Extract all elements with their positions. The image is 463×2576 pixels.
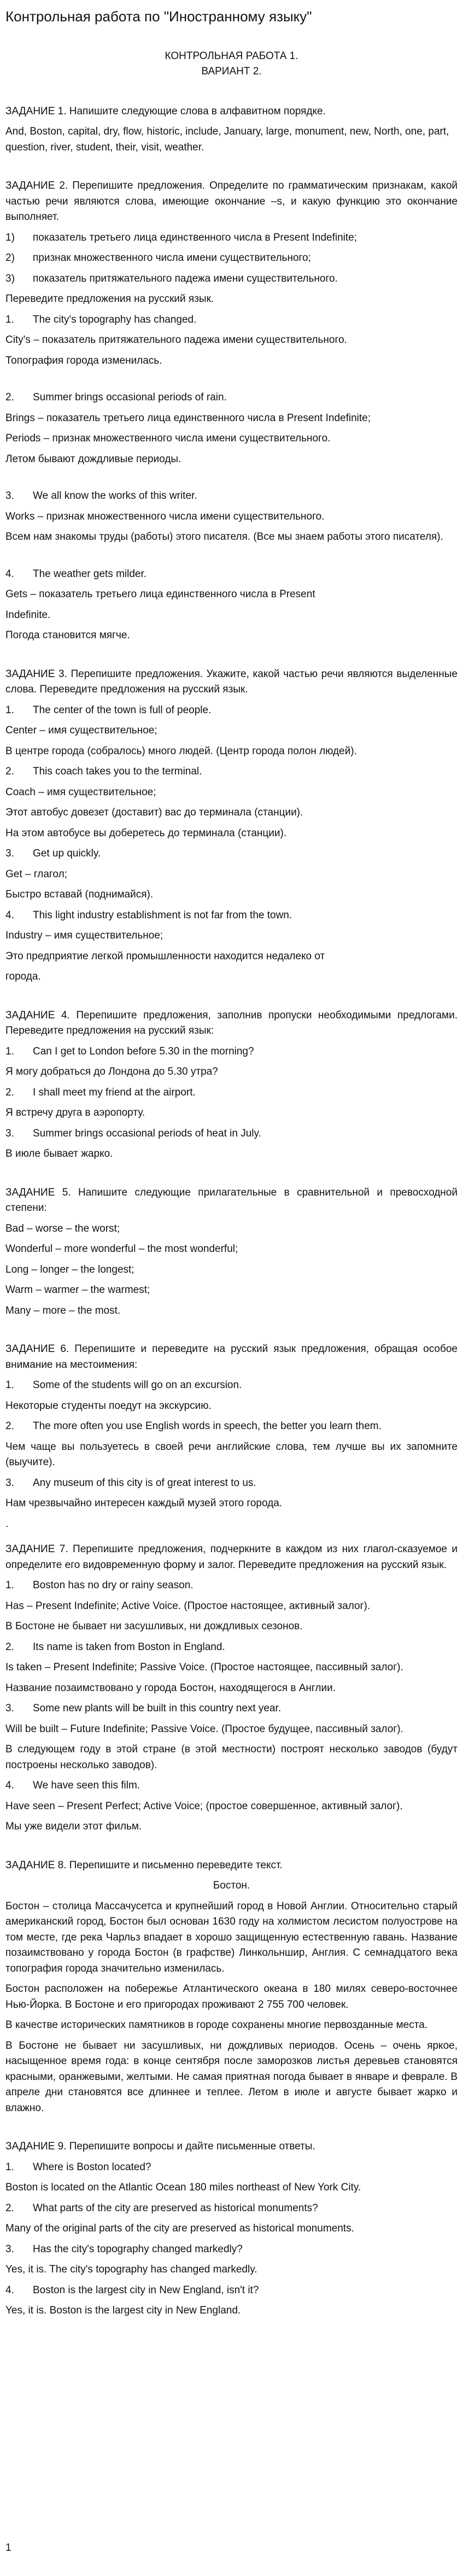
- sentence-english: Summer brings occasional periods of heat in July.: [33, 1127, 261, 1139]
- sentence-translation: В июле бывает жарко.: [5, 1148, 113, 1159]
- sentence-english: The center of the town is full of people.: [33, 704, 212, 716]
- task-3: [5, 667, 458, 985]
- sentence-translation: В центре города (собралось) много людей. (Центр города полон людей).: [5, 745, 357, 757]
- sentence: [5, 1476, 458, 1491]
- sentence: [5, 1701, 458, 1717]
- sentence-number: 4.: [5, 909, 14, 921]
- question: [5, 2160, 458, 2176]
- sentence-number: 2.: [5, 766, 14, 777]
- sentence-english: Some of the students will go on an excursion.: [33, 1379, 242, 1391]
- question: [5, 2201, 458, 2217]
- task-3-heading: ЗАДАНИЕ 3. Перепишите предложения. Укажите, какой частью речи являются выделенные слова. Переведите предложения на русский язык.: [5, 668, 458, 695]
- sentence-analysis: Will be built – Future Indefinite; Passive Voice. (Простое будущее, пассивный залог).: [5, 1723, 403, 1735]
- task-8: [5, 1858, 458, 2117]
- sentence-translation: В следующем году в этой стране (в этой местности) построят несколько заводов (будут построены несколько заводов).: [5, 1744, 458, 1771]
- sentence: [5, 703, 458, 719]
- sentence-number: 3.: [5, 1703, 14, 1714]
- sentence: [5, 1126, 458, 1142]
- sentence-number: 2.: [5, 1420, 14, 1432]
- sentence: [5, 567, 458, 582]
- text-title: Бостон.: [213, 1880, 250, 1891]
- text-paragraph: Бостон – столица Массачусетса и крупнейший город в Новой Англии. Относительно старый американский город, Бостон был основан 1630 году на холмистом лесистом полуострове на том месте, где река Чарльз впадает в хорошо защищенную естественную гавань. Название позаимствовано у города Бостон (в графстве) Линкольншир, Англия. С семнадцатого века топография города значительно изменилась.: [5, 1900, 458, 1974]
- sentence-english: Any museum of this city is of great interest to us.: [33, 1477, 256, 1489]
- sentence-english: The city's topography has changed.: [33, 313, 197, 325]
- sentence: [5, 390, 458, 406]
- answer-text: Yes, it is. The city's topography has changed markedly.: [5, 2264, 257, 2275]
- task-5-heading: ЗАДАНИЕ 5. Напишите следующие прилагательные в сравнительной и превосходной степени:: [5, 1186, 458, 1214]
- sentence-number: 1.: [5, 1580, 14, 1591]
- work-title: КОНТРОЛЬНАЯ РАБОТА 1.: [165, 50, 298, 62]
- task-1-words: And, Boston, capital, dry, flow, historic, include, January, large, monument, new, North, one, part, question, river, student, their, visit, weather.: [5, 126, 449, 153]
- sentence-analysis: Gets – показатель третьего лица единственного числа в Present: [5, 588, 315, 600]
- task-2-heading: ЗАДАНИЕ 2. Перепишите предложения. Определите по грамматическим признакам, какой частью речи являются слова, имеющие окончание –s, и какую функцию это окончание выполняет.: [5, 180, 458, 223]
- task-9-heading: ЗАДАНИЕ 9. Перепишите вопросы и дайте письменные ответы.: [5, 2141, 315, 2152]
- sentence: [5, 1378, 458, 1394]
- question-number: 4.: [5, 2284, 14, 2296]
- sentence-english: This coach takes you to the terminal.: [33, 766, 202, 777]
- sentence-analysis: Works – признак множественного числа имени существительного.: [5, 510, 325, 522]
- sentence-analysis-cont: Indefinite.: [5, 609, 51, 621]
- task-6: [5, 1342, 458, 1532]
- sentence-english: Some new plants will be built in this country next year.: [33, 1703, 282, 1714]
- sentence-analysis: Brings – показатель третьего лица единственного числа в Present Indefinite;: [5, 412, 371, 424]
- sentence-number: 3.: [5, 1477, 14, 1489]
- task-2-option: [5, 230, 458, 246]
- sentence-translation: Мы уже видели этот фильм.: [5, 1821, 142, 1832]
- task-2-option: [5, 250, 458, 266]
- option-number: 2): [5, 252, 15, 264]
- option-text: признак множественного числа имени существительного;: [33, 252, 311, 264]
- task-4: [5, 1008, 458, 1162]
- question-number: 2.: [5, 2202, 14, 2214]
- question: [5, 2242, 458, 2258]
- adjective-forms: Long – longer – the longest;: [5, 1263, 134, 1275]
- sentence-translation: Всем нам знакомы труды (работы) этого писателя. (Все мы знаем работы этого писателя).: [5, 531, 443, 543]
- sentence-number: 2.: [5, 392, 14, 403]
- sentence-translation: Летом бывают дождливые периоды.: [5, 453, 181, 465]
- task-2-option: [5, 271, 458, 287]
- sentence-number: 1.: [5, 1379, 14, 1391]
- option-text: показатель третьего лица единственного числа в Present Indefinite;: [33, 231, 357, 243]
- sentence-english: Boston has no dry or rainy season.: [33, 1580, 194, 1591]
- sentence-english: I shall meet my friend at the airport.: [33, 1086, 196, 1098]
- adjective-forms: Many – more – the most.: [5, 1304, 121, 1316]
- sentence-number: 3.: [5, 848, 14, 859]
- sentence-translation-cont: города.: [5, 971, 41, 982]
- sentence-analysis: Have seen – Present Perfect; Active Voice; (простое совершенное, активный залог).: [5, 1800, 403, 1812]
- task-1-heading: ЗАДАНИЕ 1. Напишите следующие слова в алфавитном порядке.: [5, 105, 326, 117]
- task-4-heading: ЗАДАНИЕ 4. Перепишите предложения, заполнив пропуски необходимыми предлогами. Переведите предложения на русский язык:: [5, 1009, 458, 1036]
- sentence-translation: Этот автобус довезет (доставит) вас до терминала (станции).: [5, 807, 303, 818]
- question: [5, 2283, 458, 2299]
- question-text: Has the city's topography changed markedly?: [33, 2243, 243, 2255]
- task-9: [5, 2139, 458, 2319]
- sentence-english: The more often you use English words in speech, the better you learn them.: [33, 1420, 382, 1432]
- answer-text: Many of the original parts of the city are preserved as historical monuments.: [5, 2223, 354, 2234]
- page-number: 1: [5, 2542, 11, 2554]
- sentence-number: 3.: [5, 490, 14, 502]
- sentence-english: Get up quickly.: [33, 848, 101, 859]
- sentence-number: 3.: [5, 1127, 14, 1139]
- sentence-english: Can I get to London before 5.30 in the morning?: [33, 1045, 254, 1057]
- sentence-number: 2.: [5, 1086, 14, 1098]
- task-7-heading: ЗАДАНИЕ 7. Перепишите предложения, подчеркните в каждом из них глагол-сказуемое и определите его видовременную форму и залог. Переведите предложения на русский язык.: [5, 1543, 458, 1571]
- sentence-number: 1.: [5, 313, 14, 325]
- task-2-instruction: Переведите предложения на русский язык.: [5, 293, 214, 305]
- question-text: Where is Boston located?: [33, 2161, 151, 2173]
- sentence-translation: Нам чрезвычайно интересен каждый музей этого города.: [5, 1497, 283, 1509]
- sentence-english: Summer brings occasional periods of rain.: [33, 392, 227, 403]
- adjective-forms: Warm – warmer – the warmest;: [5, 1284, 150, 1296]
- variant-title: ВАРИАНТ 2.: [201, 66, 262, 77]
- sentence: [5, 1640, 458, 1656]
- task-1: [5, 104, 458, 156]
- sentence-translation: Быстро вставай (поднимайся).: [5, 889, 154, 900]
- sentence-english: We all know the works of this writer.: [33, 490, 197, 502]
- answer-text: Boston is located on the Atlantic Ocean 180 miles northeast of New York City.: [5, 2182, 361, 2193]
- text-paragraph: Бостон расположен на побережье Атлантического океана в 180 милях северо-восточнее Нью-Йорка. В Бостоне и его пригородах проживают 2 755 700 человек.: [5, 1983, 458, 2010]
- sentence-translation: В Бостоне не бывает ни засушливых, ни дождливых сезонов.: [5, 1621, 303, 1632]
- text-paragraph: В качестве исторических памятников в городе сохранены многие первозданные места.: [5, 2019, 428, 2031]
- adjective-forms: Wonderful – more wonderful – the most wonderful;: [5, 1243, 238, 1255]
- sentence-number: 2.: [5, 1641, 14, 1653]
- sentence-translation: Погода становится мягче.: [5, 630, 130, 641]
- sentence-analysis: Coach – имя существительное;: [5, 786, 156, 798]
- sentence-number: 4.: [5, 568, 14, 580]
- sentence-english: Its name is taken from Boston in England.: [33, 1641, 225, 1653]
- option-number: 3): [5, 272, 15, 284]
- sentence-number: 4.: [5, 1780, 14, 1791]
- sentence-translation: Некоторые студенты поедут на экскурсию.: [5, 1400, 212, 1412]
- option-number: 1): [5, 231, 15, 243]
- sentence-analysis: Has – Present Indefinite; Active Voice. (Простое настоящее, активный залог).: [5, 1600, 371, 1612]
- sentence-number: 1.: [5, 704, 14, 716]
- sentence-analysis: Periods – признак множественного числа имени существительного.: [5, 433, 331, 444]
- sentence-translation: Чем чаще вы пользуетесь в своей речи английские слова, тем лучше вы их запомните (выучите).: [5, 1441, 458, 1468]
- sentence-translation: На этом автобусе вы доберетесь до терминала (станции).: [5, 827, 287, 839]
- sentence-analysis: Industry – имя существительное;: [5, 930, 163, 941]
- sentence-english: This light industry establishment is not far from the town.: [33, 909, 292, 921]
- sentence: [5, 1085, 458, 1101]
- sentence: [5, 846, 458, 862]
- sentence-translation: Это предприятие легкой промышленности находится недалеко от: [5, 950, 325, 962]
- sentence-english: The weather gets milder.: [33, 568, 147, 580]
- question-number: 3.: [5, 2243, 14, 2255]
- task-6-heading: ЗАДАНИЕ 6. Перепишите и переведите на русский язык предложения, обращая особое внимание на местоимения:: [5, 1343, 458, 1371]
- sentence: [5, 1578, 458, 1594]
- question-number: 1.: [5, 2161, 14, 2173]
- sentence-analysis: Center – имя существительное;: [5, 725, 157, 736]
- document-title: Контрольная работа по "Иностранному языку": [5, 8, 312, 25]
- sentence-english: We have seen this film.: [33, 1780, 140, 1791]
- sentence-number: 1.: [5, 1045, 14, 1057]
- sentence-translation: Я встречу друга в аэропорту.: [5, 1107, 145, 1118]
- sentence-translation: Название позаимствовано у города Бостон, находящегося в Англии.: [5, 1682, 336, 1694]
- sentence: [5, 1419, 458, 1435]
- option-text: показатель притяжательного падежа имени существительного.: [33, 272, 338, 284]
- task-8-heading: ЗАДАНИЕ 8. Перепишите и письменно переведите текст.: [5, 1859, 283, 1871]
- answer-text: Yes, it is. Boston is the largest city in New England.: [5, 2305, 241, 2316]
- question-text: What parts of the city are preserved as historical monuments?: [33, 2202, 318, 2214]
- task-5: [5, 1185, 458, 1319]
- sentence-analysis: City's – показатель притяжательного падежа имени существительного.: [5, 334, 347, 346]
- sentence: [5, 908, 458, 924]
- question-text: Boston is the largest city in New England, isn't it?: [33, 2284, 259, 2296]
- sentence-translation: Я могу добраться до Лондона до 5.30 утра?: [5, 1066, 218, 1077]
- trailing-dot: .: [5, 1518, 9, 1530]
- sentence: [5, 312, 458, 328]
- task-2: [5, 178, 458, 644]
- sentence: [5, 764, 458, 780]
- sentence: [5, 488, 458, 504]
- task-7: [5, 1542, 458, 1835]
- sentence: [5, 1044, 458, 1060]
- sentence-analysis: Get – глагол;: [5, 868, 67, 880]
- adjective-forms: Bad – worse – the worst;: [5, 1222, 120, 1234]
- sentence-translation: Топография города изменилась.: [5, 354, 162, 366]
- text-paragraph: В Бостоне не бывает ни засушливых, ни дождливых периодов. Осень – очень яркое, насыщенное время года: в конце сентября после заморозков листья деревьев становятся красными, оранжевыми, желтыми. Не самая приятная погода бывает в январе и феврале. В апреле дни становятся все длиннее и теплее. Летом в июле и августе бывает жарко и влажно.: [5, 2039, 458, 2114]
- sentence: [5, 1778, 458, 1794]
- sentence-analysis: Is taken – Present Indefinite; Passive Voice. (Простое настоящее, пассивный залог).: [5, 1662, 403, 1673]
